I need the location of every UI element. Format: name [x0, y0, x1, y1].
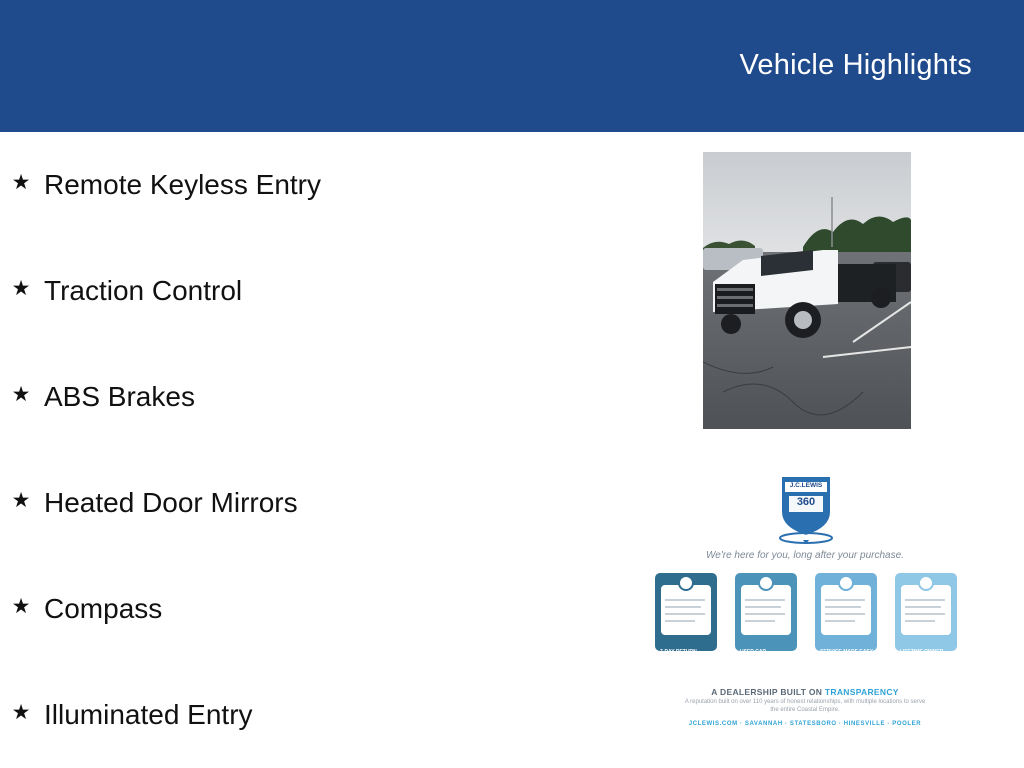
promo-card — [735, 573, 797, 673]
card-label: USED CAR WARRANTY — [740, 649, 769, 661]
promo-card — [895, 573, 957, 673]
star-icon: ★ — [11, 170, 31, 194]
promo-headline-prefix: A DEALERSHIP BUILT ON — [711, 687, 823, 697]
feature-label: ABS Brakes — [44, 381, 195, 412]
star-icon: ★ — [11, 276, 31, 300]
list-item — [0, 271, 242, 311]
dealer-360-graphic — [640, 468, 970, 738]
refresh-icon — [678, 575, 694, 591]
page-title: Vehicle Highlights — [739, 49, 972, 81]
card-label: 7-DAY RETURN POLICY — [660, 649, 697, 661]
promo-locations: JCLEWIS.COM · SAVANNAH · STATESBORO · HINESVILLE · POOLER — [688, 721, 922, 727]
list-item — [0, 377, 195, 417]
promo-description: A reputation built on over 110 years of honest relationships, with multiple locations to serve the entire Coastal Empire. — [684, 699, 926, 713]
feature-label: Traction Control — [44, 275, 243, 306]
list-item — [0, 695, 253, 735]
promo-card — [655, 573, 717, 673]
header-banner — [0, 0, 1024, 132]
feature-label: Compass — [44, 593, 163, 624]
promo-card — [815, 573, 877, 673]
list-item — [0, 589, 162, 629]
promo-headline-accent: TRANSPARENCY — [824, 687, 899, 697]
card-label: LIFETIME OWNER VEHICLE — [900, 649, 944, 661]
list-item — [0, 483, 298, 523]
star-icon: ★ — [11, 594, 31, 618]
card-label: SERVICE MADE EASY — [820, 649, 873, 655]
key-icon — [918, 575, 934, 591]
car-icon — [838, 575, 854, 591]
list-item — [0, 165, 321, 205]
star-icon: ★ — [11, 700, 31, 724]
vehicle-photo — [703, 152, 911, 429]
promo-headline — [640, 687, 970, 697]
feature-label: Illuminated Entry — [44, 699, 253, 730]
feature-label: Heated Door Mirrors — [44, 487, 298, 518]
badge-brand: J.C.LEWIS — [789, 482, 823, 489]
badge-icon — [758, 575, 774, 591]
star-icon: ★ — [11, 382, 31, 406]
star-icon: ★ — [11, 488, 31, 512]
promo-tagline: We're here for you, long after your purchase. — [706, 550, 904, 561]
feature-label: Remote Keyless Entry — [44, 169, 321, 200]
badge-number: 360 — [796, 496, 816, 508]
